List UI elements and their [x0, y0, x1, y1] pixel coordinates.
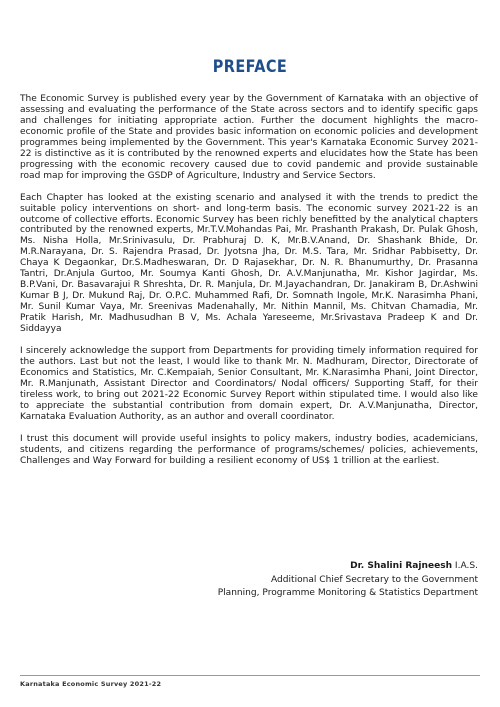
paragraph-contributors: Each Chapter has looked at the existing scenario and analysed it with the trends to predict the suitable policy interventions on short- and long-term basis. The economic survey 2021-22 is an outcome of collective efforts. Economic Survey has been richly benefitted by the analytical chapters contributed by the renowned experts, Mr.T.V.Mohandas Pai, Mr. Prashanth Prakash, Dr. Pulak Ghosh, Ms. Nisha Holla, Mr.Srinivasulu, Dr. Prabhuraj D. K, Mr.B.V.Anand, Dr. Shashank Bhide, Dr. M.R.Narayana, Dr. S. Rajendra Prasad, Dr. Jyotsna Jha, Dr. M.S. Tara, Mr. Sridhar Pabbisetty, Dr. Chaya K Degaonkar, Dr.S.Madheswaran, Dr. D Rajasekhar, Dr. N. R. Bhanumurthy, Dr. Prasanna Tantri, Dr.Anjula Gurtoo, Mr. Soumya Kanti Ghosh, Dr. A.V.Manjunatha, Mr. Kishor Jagirdar, Ms. B.P.Vani, Dr. Basavarajui R Shreshta, Dr. R. Manjula, Dr. M.Jayachandran, Dr. Janakiram B, Dr.Ashwini Kumar B J, Dr. Mukund Raj, Dr. O.P.C. Muhammed Rafi, Dr. Somnath Ingole, Mr.K. Narasimha Phani, Mr. Sunil Kumar Vaya, Mr. Sreenivas Madenahally, Mr. Nithin Mannil, Ms. Chitvan Chamadia, Mr. Pratik Harish, Mr. Madhusudhan B V, Ms. Achala Yareseeme, Mr.Srivastava Pradeep K and Dr. Siddayya: [20, 192, 478, 335]
signatory-department: Planning, Programme Monitoring & Statistics Department: [217, 588, 478, 598]
signature-name-line: [218, 560, 478, 574]
paragraph-closing: I trust this document will provide useful insights to policy makers, industry bodies, academicians, students, and citizens regarding the performance of programs/schemes/ policies, achievements, Challenges and Way Forward for building a resilient economy of US$ 1 trillion at the earliest.: [20, 433, 478, 466]
paragraph-acknowledgement: I sincerely acknowledge the support from Departments for providing timely information required for the authors. Last but not the least, I would like to thank Mr. N. Madhuram, Director, Directorate of Economics and Statistics, Mr. C.Kempaiah, Senior Consultant, Mr. K.Narasimha Phani, Joint Director, Mr. R.Manjunath, Assistant Director and Coordinators/ Nodal officers/ Supporting Staff, for their tireless work, to bring out 2021-22 Economic Survey Report within stipulated time. I would also like to appreciate the substantial contribution from domain expert, Dr. A.V.Manjunatha, Director, Karnataka Evaluation Authority, as an author and overall coordinator.: [20, 346, 478, 422]
page-title: PREFACE: [212, 57, 288, 77]
signature-block: [218, 560, 478, 601]
signatory-name: Dr. Shalini Rajneesh: [350, 561, 453, 571]
signatory-suffix: I.A.S.: [452, 561, 478, 571]
footer-divider: [20, 675, 480, 676]
preface-body: [20, 94, 478, 478]
paragraph-introduction: The Economic Survey is published every year by the Government of Karnataka with an objective of assessing and evaluating the performance of the State across sectors and to identify specific gaps and challenges for initiating appropriate action. Further the document highlights the macro-economic profile of the State and provides basic information on economic policies and development programmes being implemented by the Government. This year's Karnataka Economic Survey 2021-22 is distinctive as it is contributed by the renowned experts and elucidates how the State has been progressing with the economic recovery caused due to covid pandemic and provide sustainable road map for improving the GSDP of Agriculture, Industry and Service Sectors.: [20, 94, 478, 181]
signatory-designation: Additional Chief Secretary to the Government: [271, 574, 478, 585]
page-footer: Karnataka Economic Survey 2021-22: [20, 680, 162, 688]
